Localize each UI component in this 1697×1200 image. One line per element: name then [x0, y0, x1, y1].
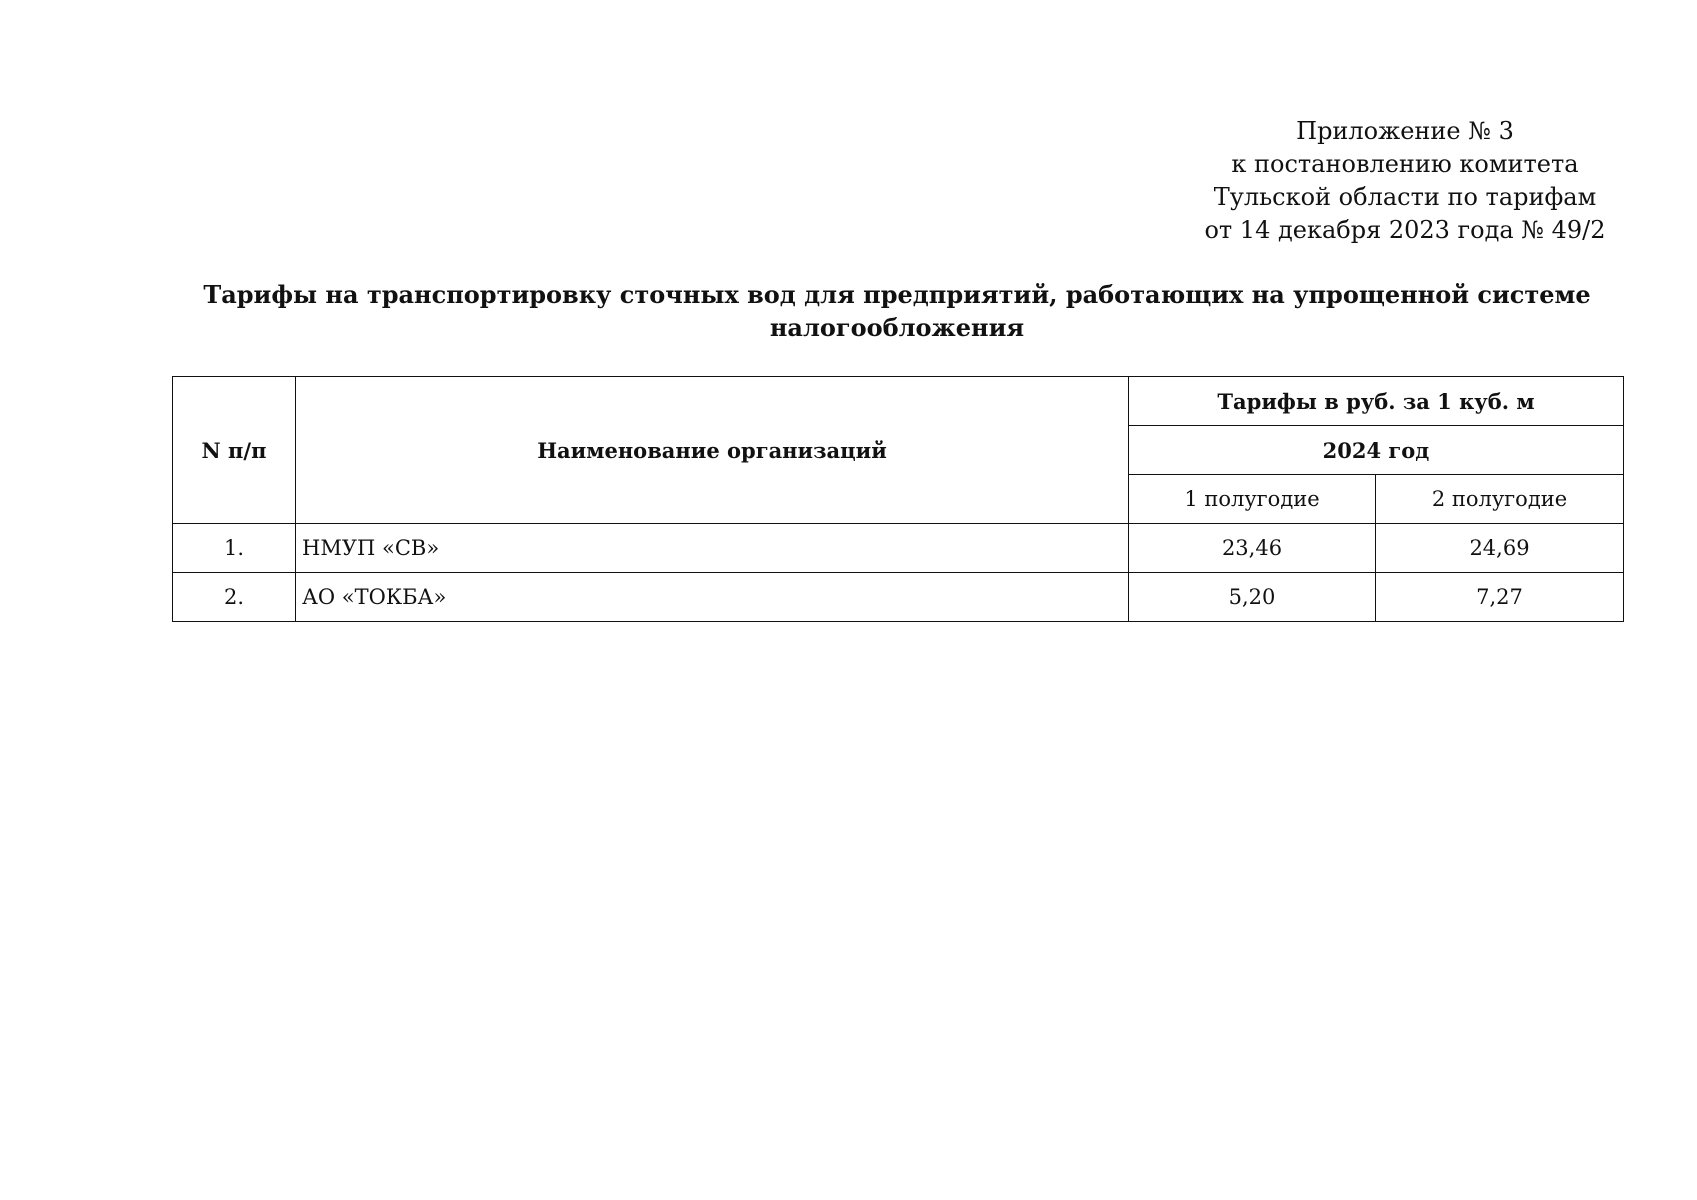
row-tariff-half-1: 23,46 [1129, 524, 1376, 573]
header-row-1 [173, 377, 1624, 426]
header-year: 2024 год [1129, 426, 1624, 475]
header-half-1: 1 полугодие [1129, 475, 1376, 524]
appendix-number: Приложение № 3 [1296, 117, 1514, 145]
appendix-resolution: к постановлению комитета [1231, 150, 1579, 178]
appendix-committee: Тульской области по тарифам [1213, 183, 1597, 211]
header-half-2: 2 полугодие [1376, 475, 1624, 524]
row-number: 2. [173, 573, 296, 622]
appendix-header [1195, 115, 1615, 247]
row-tariff-half-2: 24,69 [1376, 524, 1624, 573]
row-organization-name: НМУП «СВ» [296, 524, 1129, 573]
document-title: Тарифы на транспортировку сточных вод для предприятий, работающих на упрощенной системе налогообложения [203, 280, 1591, 342]
header-organization-name: Наименование организаций [296, 377, 1129, 524]
row-organization-name: АО «ТОКБА» [296, 573, 1129, 622]
table-row [173, 524, 1624, 573]
row-tariff-half-2: 7,27 [1376, 573, 1624, 622]
row-number: 1. [173, 524, 296, 573]
header-number: N п/п [173, 377, 296, 524]
table-row [173, 573, 1624, 622]
row-tariff-half-1: 5,20 [1129, 573, 1376, 622]
header-tariffs: Тарифы в руб. за 1 куб. м [1129, 377, 1624, 426]
appendix-date: от 14 декабря 2023 года № 49/2 [1204, 216, 1606, 244]
tariffs-table [172, 376, 1624, 622]
